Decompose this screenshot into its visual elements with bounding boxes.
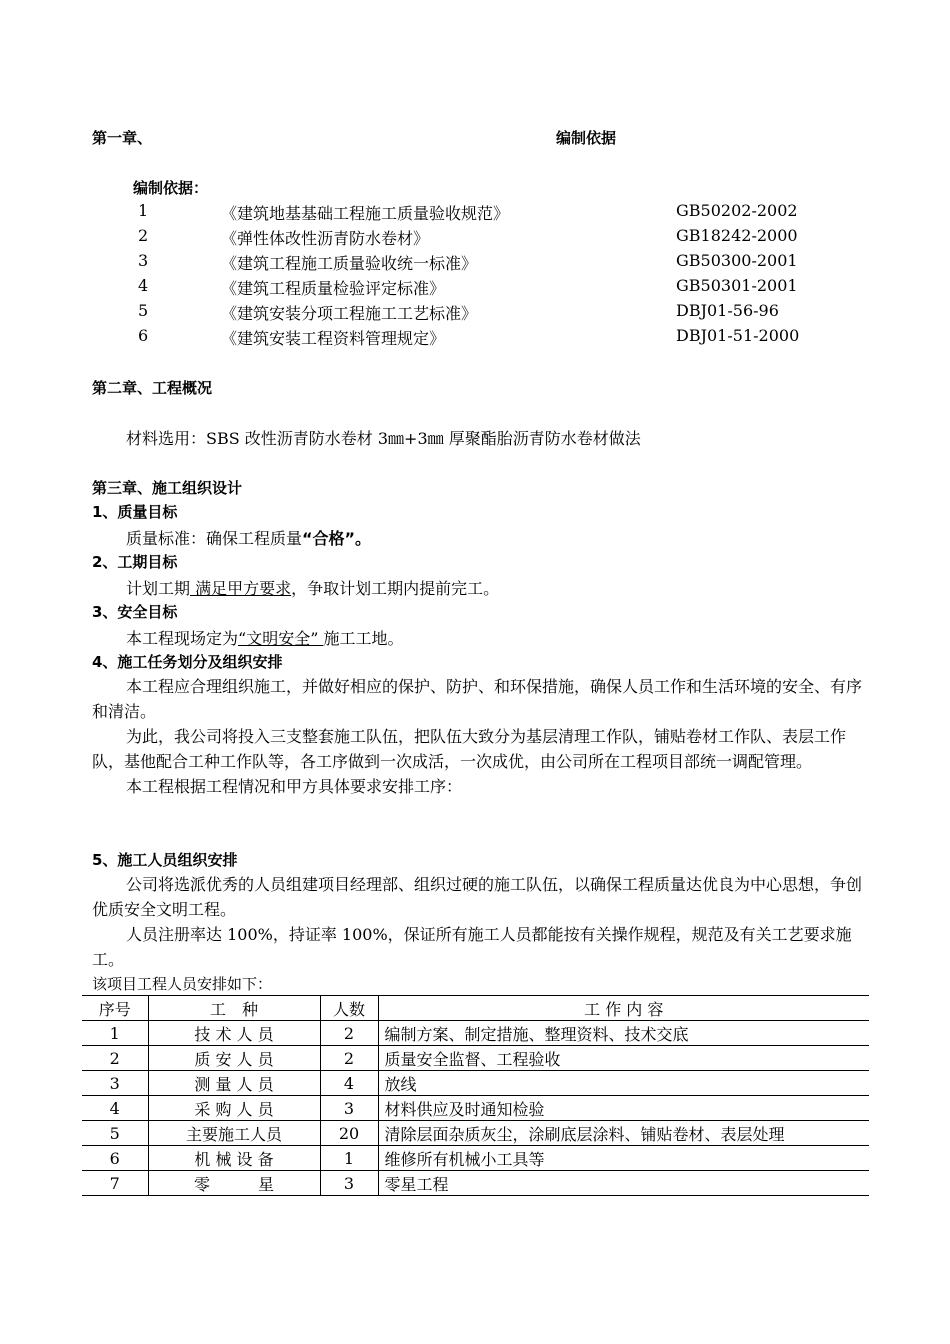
cell-count: 4 xyxy=(320,1071,378,1096)
cell-count: 2 xyxy=(320,1021,378,1046)
cell-content: 材料供应及时通知检验 xyxy=(378,1096,869,1121)
cell-count: 20 xyxy=(320,1121,378,1146)
cell-content: 编制方案、制定措施、整理资料、技术交底 xyxy=(378,1021,869,1046)
basis-heading: 编制依据： xyxy=(133,179,209,197)
table-row xyxy=(82,1046,869,1071)
section-5-body xyxy=(92,872,872,972)
cell-type: 主要施工人员 xyxy=(148,1121,320,1146)
section-5-title: 5、施工人员组织安排 xyxy=(92,851,238,869)
section-5-paragraph: 公司将选派优秀的人员组建项目经理部、组织过硬的施工队伍，以确保工程质量达优良为中心思想，争创优质安全文明工程。 xyxy=(92,875,863,919)
basis-name: 《建筑工程施工质量验收统一标准》 xyxy=(221,254,478,273)
section-4-paragraph: 本工程应合理组织施工，并做好相应的保护、防护、和环保措施，确保人员工作和生活环境的安全、有序和清洁。 xyxy=(92,677,863,721)
table-row xyxy=(82,1096,869,1121)
section-2-text xyxy=(126,576,499,599)
schedule-text: 计划工期 xyxy=(126,579,191,598)
cell-no: 1 xyxy=(82,1021,148,1046)
cell-content: 放线 xyxy=(378,1071,869,1096)
section-1-title: 1、质量目标 xyxy=(92,503,178,521)
chapter-3-title: 第三章、施工组织设计 xyxy=(92,479,243,497)
basis-name: 《建筑工程质量检验评定标准》 xyxy=(221,279,446,298)
cell-no: 7 xyxy=(82,1171,148,1196)
table-row xyxy=(82,1021,869,1046)
cell-content: 零星工程 xyxy=(378,1171,869,1196)
cell-type: 零 星 xyxy=(148,1171,320,1196)
material-text: 材料选用：SBS 改性沥青防水卷材 3㎜+3㎜ 厚聚酯胎沥青防水卷材做法 xyxy=(126,429,641,448)
cell-no: 2 xyxy=(82,1046,148,1071)
quality-standard-text: 质量标准：确保工程质量 xyxy=(126,529,303,548)
schedule-text-rest: ，争取计划工期内提前完工。 xyxy=(291,579,500,598)
cell-content: 质量安全监督、工程验收 xyxy=(378,1046,869,1071)
section-4-body xyxy=(92,674,872,799)
basis-name: 《建筑地基基础工程施工质量验收规范》 xyxy=(221,204,510,223)
header-content: 工 作 内 容 xyxy=(378,996,869,1021)
staff-table xyxy=(82,995,869,1196)
quality-standard-value: “合格”。 xyxy=(302,529,372,548)
section-5-paragraph: 人员注册率达 100%，持证率 100%，保证所有施工人员都能按有关操作规程，规范及有关工艺要求施工。 xyxy=(92,925,852,969)
cell-count: 1 xyxy=(320,1146,378,1171)
basis-no: 2 xyxy=(138,226,149,245)
basis-code: GB50300-2001 xyxy=(676,251,798,270)
basis-no: 5 xyxy=(138,301,149,320)
basis-no: 4 xyxy=(138,276,149,295)
table-header-row xyxy=(82,996,869,1021)
section-1-text xyxy=(126,526,371,549)
safety-text-rest: 施工工地。 xyxy=(323,629,404,648)
chapter-1-label: 第一章、 xyxy=(92,129,153,147)
cell-content: 维修所有机械小工具等 xyxy=(378,1146,869,1171)
header-no: 序号 xyxy=(82,996,148,1021)
cell-count: 3 xyxy=(320,1096,378,1121)
basis-name: 《建筑安装工程资料管理规定》 xyxy=(221,329,446,348)
section-4-title: 4、施工任务划分及组织安排 xyxy=(92,653,283,671)
basis-name: 《建筑安装分项工程施工工艺标准》 xyxy=(221,304,478,323)
basis-code: GB50202-2002 xyxy=(676,201,798,220)
section-3-text xyxy=(126,626,403,649)
table-row xyxy=(82,1171,869,1196)
chapter-1-title: 编制依据 xyxy=(556,129,617,147)
cell-count: 3 xyxy=(320,1171,378,1196)
section-4-paragraph: 为此，我公司将投入三支整套施工队伍，把队伍大致分为基层清理工作队，铺贴卷材工作队、表层工作队，基他配合工种工作队等，各工序做到一次成活，一次成优，由公司所在工程项目部统一调配管理。 xyxy=(92,727,847,771)
cell-no: 5 xyxy=(82,1121,148,1146)
basis-no: 3 xyxy=(138,251,149,270)
schedule-underlined: 满足甲方要求 xyxy=(190,579,292,598)
safety-text: 本工程现场定为 xyxy=(126,629,239,648)
section-2-title: 2、工期目标 xyxy=(92,553,178,571)
basis-code: DBJ01-51-2000 xyxy=(676,326,800,345)
basis-code: GB18242-2000 xyxy=(676,226,798,245)
cell-count: 2 xyxy=(320,1046,378,1071)
header-count: 人数 xyxy=(320,996,378,1021)
safety-underlined: “文明安全” xyxy=(238,629,324,648)
table-intro: 该项目工程人员安排如下： xyxy=(92,975,273,993)
section-4-paragraph: 本工程根据工程情况和甲方具体要求安排工序： xyxy=(126,777,463,796)
cell-no: 3 xyxy=(82,1071,148,1096)
cell-no: 6 xyxy=(82,1146,148,1171)
cell-type: 测 量 人 员 xyxy=(148,1071,320,1096)
basis-no: 6 xyxy=(138,326,149,345)
basis-no: 1 xyxy=(138,201,149,220)
cell-no: 4 xyxy=(82,1096,148,1121)
section-3-title: 3、安全目标 xyxy=(92,603,178,621)
cell-type: 技 术 人 员 xyxy=(148,1021,320,1046)
cell-type: 机 械 设 备 xyxy=(148,1146,320,1171)
chapter-2-title: 第二章、工程概况 xyxy=(92,379,213,397)
cell-content: 清除层面杂质灰尘，涂刷底层涂料、铺贴卷材、表层处理 xyxy=(378,1121,869,1146)
cell-type: 采 购 人 员 xyxy=(148,1096,320,1121)
table-row xyxy=(82,1121,869,1146)
basis-name: 《弹性体改性沥青防水卷材》 xyxy=(221,229,430,248)
cell-type: 质 安 人 员 xyxy=(148,1046,320,1071)
table-row xyxy=(82,1146,869,1171)
basis-code: GB50301-2001 xyxy=(676,276,798,295)
basis-code: DBJ01-56-96 xyxy=(676,301,779,320)
table-row xyxy=(82,1071,869,1096)
header-type: 工 种 xyxy=(148,996,320,1021)
